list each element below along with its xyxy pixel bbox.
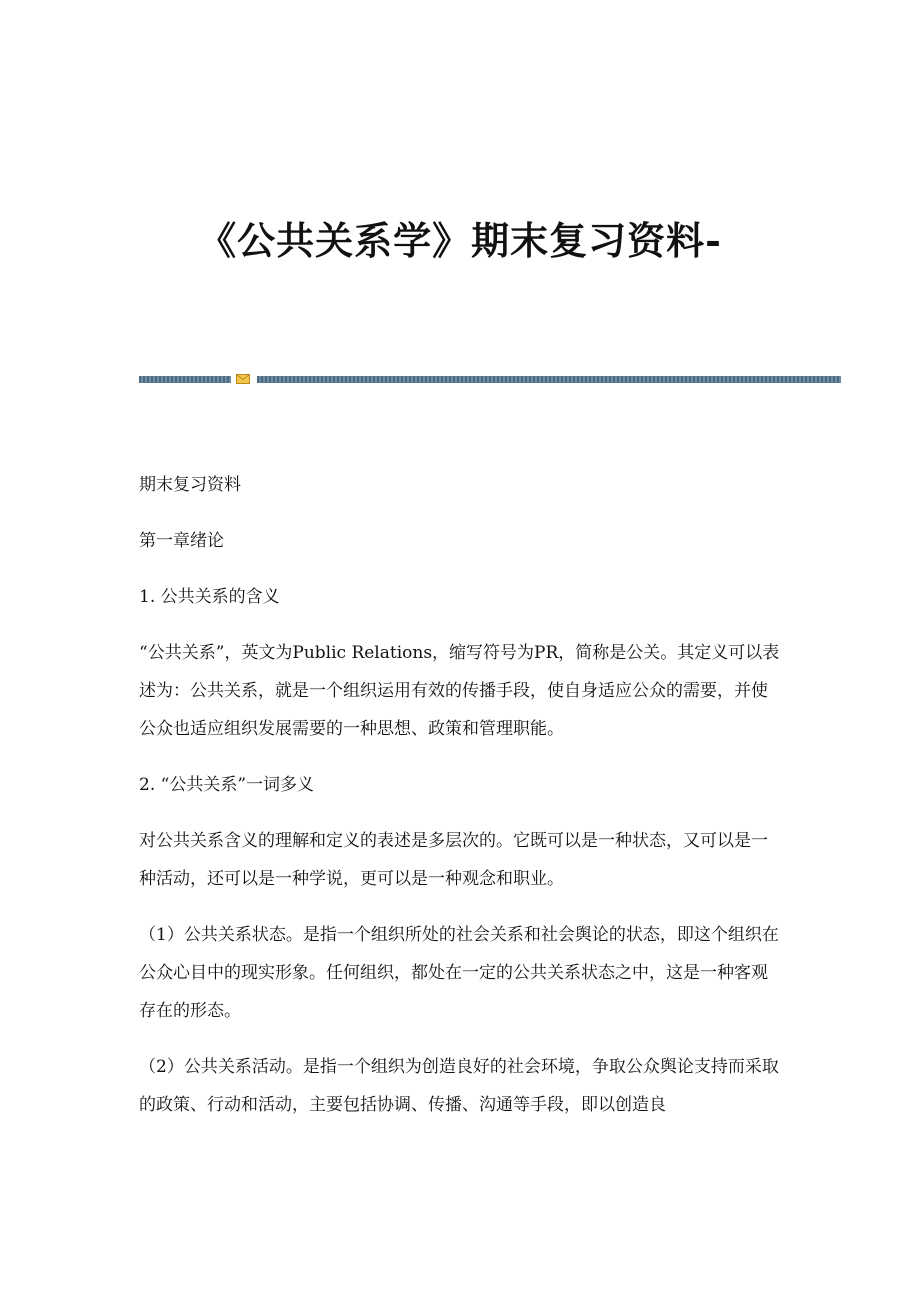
- body-paragraph: （2）公共关系活动。是指一个组织为创造良好的社会环境，争取公众舆论支持而采取的政策、行动和活动，主要包括协调、传播、沟通等手段，即以创造良: [139, 1057, 779, 1115]
- title-divider: [139, 374, 841, 384]
- subsection-heading: 2. “公共关系”一词多义: [139, 775, 315, 795]
- document-title: 《公共关系学》期末复习资料-: [198, 218, 722, 263]
- body-paragraph: 对公共关系含义的理解和定义的表述是多层次的。它既可以是一种状态，又可以是一种活动，还可以是一种学说，更可以是一种观念和职业。: [139, 831, 768, 889]
- body-paragraph: “公共关系”，英文为Public Relations，缩写符号为PR，简称是公关。其定义可以表述为：公共关系，就是一个组织运用有效的传播手段，使自身适应公众的需要，并使公众也适应组织发展需要的一种思想、政策和管理职能。: [139, 643, 780, 739]
- divider-bar-left: [139, 376, 231, 383]
- envelope-icon: [236, 374, 250, 384]
- divider-bar-right: [257, 376, 841, 383]
- document-body: [139, 466, 784, 1142]
- section-heading: 期末复习资料: [139, 475, 241, 495]
- subsection-heading: 1. 公共关系的含义: [139, 587, 280, 607]
- body-paragraph: （1）公共关系状态。是指一个组织所处的社会关系和社会舆论的状态，即这个组织在公众心目中的现实形象。任何组织，都处在一定的公共关系状态之中，这是一种客观存在的形态。: [139, 925, 779, 1021]
- chapter-heading: 第一章绪论: [139, 531, 224, 551]
